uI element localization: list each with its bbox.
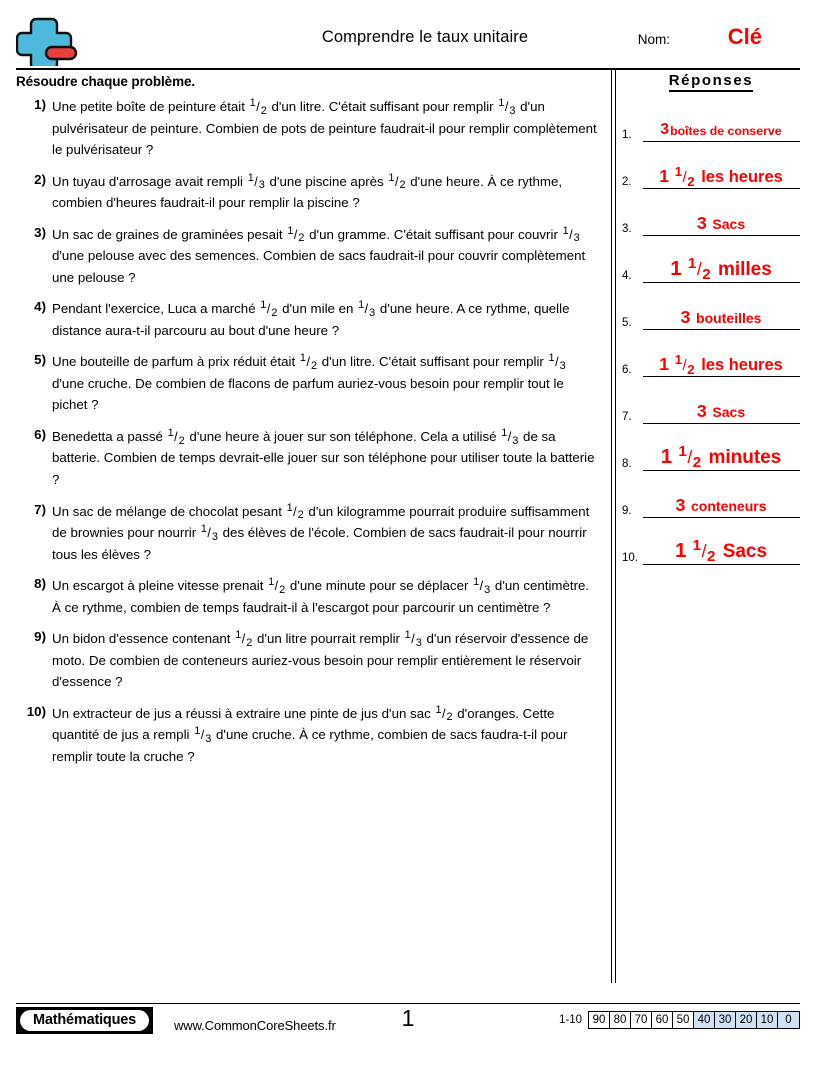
problems-column: [16, 70, 600, 983]
fraction: $^1/_3$: [473, 576, 491, 596]
problem-item: [16, 351, 600, 416]
answer-row: [622, 330, 800, 377]
answer-index: 3.: [622, 223, 632, 235]
answer-row: [622, 142, 800, 189]
answer-unit: Sacs: [712, 404, 746, 421]
problem-item: [16, 575, 600, 618]
answer-line: [643, 564, 800, 565]
worksheet-footer: [16, 1003, 800, 1044]
column-divider: [611, 70, 616, 983]
problem-item: [16, 96, 600, 161]
answer-row: [622, 95, 800, 142]
answer-row: [622, 424, 800, 471]
answer-row: [622, 518, 800, 565]
problem-number: 5): [34, 352, 46, 368]
answer-value: [643, 121, 799, 139]
problem-number: 3): [34, 224, 46, 240]
grading-scale-cell: 70: [631, 1012, 652, 1028]
answer-fraction: $^1/_2$: [678, 443, 702, 472]
problem-number: 2): [34, 171, 46, 187]
answer-value: [643, 214, 799, 234]
fraction: $^1/_3$: [200, 523, 218, 543]
answer-unit: les heures: [701, 356, 783, 375]
answer-index: 7.: [622, 411, 632, 423]
problem-item: [16, 703, 600, 768]
problem-item: [16, 298, 600, 341]
grading-scale: [559, 1011, 800, 1029]
problem-text: Pendant l'exercice, Luca a marché $^1/_2$ d'un mile en $^1/_3$ d'une heure. A ce rythme, quelle distance aura-t-il parcouru au bout d'une heure ?: [52, 299, 570, 338]
fraction: $^1/_2$: [299, 352, 318, 373]
answer-index: 5.: [622, 317, 632, 329]
answer-index: 6.: [622, 364, 632, 376]
problem-text: Une petite boîte de peinture était $^1/_2$ d'un litre. C'était suffisant pour remplir $^1/_3$ d'un pulvérisateur de peinture. Combien de pots de peinture faudrait-il pour remplir complètement le pulvérisateur ?: [52, 96, 597, 158]
grading-scale-cell: 30: [715, 1012, 736, 1028]
answer-unit: conteneurs: [690, 498, 767, 515]
worksheet-header: [16, 14, 800, 70]
fraction: $^1/_3$: [562, 224, 580, 245]
answer-value: [643, 402, 799, 422]
answer-value: [643, 496, 799, 516]
answer-index: 2.: [622, 176, 632, 188]
problem-number: 10): [26, 703, 46, 719]
answer-value: [643, 255, 799, 284]
fraction: $^1/_2$: [286, 501, 304, 522]
fraction: $^1/_2$: [260, 299, 278, 319]
fraction: $^1/_3$: [404, 629, 422, 649]
answers-heading: [622, 72, 800, 89]
answer-index: 8.: [622, 458, 632, 470]
answer-whole: 1: [670, 257, 682, 281]
answer-value: [643, 352, 799, 377]
problem-text: Une bouteille de parfum à prix réduit était $^1/_2$ d'un litre. C'était suffisant pour remplir $^1/_3$ d'une cruche. De combien de flacons de parfum auriez-vous besoin pour remplir tout le pichet ?: [52, 352, 566, 413]
answer-whole: 3: [696, 213, 707, 234]
fraction: $^1/_3$: [498, 96, 516, 117]
fraction: $^1/_3$: [501, 426, 519, 447]
problem-number: 6): [34, 426, 46, 442]
answer-value: [643, 308, 799, 328]
worksheet-page: [0, 14, 816, 1070]
subject-badge-label: Mathématiques: [20, 1010, 149, 1031]
grading-scale-cell: 40: [694, 1012, 715, 1028]
fraction: $^1/_2$: [287, 224, 305, 245]
fraction: $^1/_3$: [358, 299, 376, 319]
problem-item: [16, 224, 600, 289]
worksheet-body: [16, 70, 800, 983]
instructions: Résoudre chaque problème.: [16, 74, 196, 89]
answer-index: 1.: [622, 129, 632, 141]
answer-value: [643, 164, 799, 189]
problem-item: [16, 501, 600, 566]
site-url: www.CommonCoreSheets.fr: [174, 1018, 336, 1033]
grading-scale-cell: 20: [736, 1012, 757, 1028]
fraction: $^1/_3$: [194, 725, 212, 745]
page-number: 1: [401, 1005, 415, 1031]
answer-unit: boîtes de conserve: [670, 123, 782, 138]
answers-heading-text: Réponses: [669, 72, 754, 92]
problem-text: Un escargot à pleine vitesse prenait $^1/_2$ d'une minute pour se déplacer $^1/_3$ d'un centimètre. À ce rythme, combien de temps faudrait-il à l'escargot pour parcourir un centimètre ?: [52, 576, 590, 615]
fraction: $^1/_2$: [268, 576, 286, 596]
answer-fraction: $^1/_2$: [674, 164, 695, 189]
answer-index: 9.: [622, 505, 632, 517]
grading-scale-cell: 10: [757, 1012, 778, 1028]
problem-text: Un sac de graines de graminées pesait $^1/_2$ d'un gramme. C'était suffisant pour couvrir $^1/_3$ d'une pelouse avec des semences. Combien de sacs faudrait-il pour couvrir complètement une pelouse ?: [52, 224, 586, 285]
answer-value: [643, 443, 799, 472]
answer-unit: bouteilles: [696, 310, 762, 327]
problem-text: Un sac de mélange de chocolat pesant $^1/_2$ d'un kilogramme pourrait produire suffisamment de brownies pour nourrir $^1/_3$ des élèves de l'école. Combien de sacs faudrait-il pour nourrir tous les élèves ?: [52, 501, 590, 562]
grading-scale-cells: [588, 1011, 800, 1029]
fraction: $^1/_2$: [388, 171, 406, 192]
name-label: Nom:: [637, 32, 670, 47]
problem-number: 4): [34, 299, 46, 315]
grading-scale-cell: 90: [589, 1012, 610, 1028]
answer-row: [622, 471, 800, 518]
answer-row: [622, 236, 800, 283]
problem-text: Un tuyau d'arrosage avait rempli $^1/_3$ d'une piscine après $^1/_2$ d'une heure. À ce rythme, combien d'heures faudrait-il pour remplir la piscine ?: [52, 171, 563, 211]
grading-scale-cell: 0: [778, 1012, 799, 1028]
fraction: $^1/_2$: [235, 629, 253, 649]
problem-number: 8): [34, 576, 46, 592]
answer-fraction: $^1/_2$: [674, 352, 695, 377]
name-value: Clé: [727, 24, 762, 49]
problem-text: Benedetta a passé $^1/_2$ d'une heure à jouer sur son téléphone. Cela a utilisé $^1/_3$ de sa batterie. Combien de temps devrait-elle jouer sur son téléphone pour utiliser toute la batterie ?: [52, 426, 595, 487]
problem-number: 7): [34, 501, 46, 517]
answer-whole: 1: [660, 445, 673, 469]
problem-number: 1): [34, 97, 46, 112]
answer-unit: Sacs: [722, 541, 768, 563]
fraction: $^1/_2$: [249, 96, 267, 117]
answer-whole: 3: [675, 495, 686, 516]
answer-fraction: $^1/_2$: [692, 537, 716, 566]
answers-list: [622, 95, 800, 565]
answer-index: 10.: [622, 552, 638, 564]
page-title: [166, 28, 800, 47]
answer-row: [622, 189, 800, 236]
answer-fraction: $^1/_2$: [687, 255, 711, 284]
answer-whole: 3: [680, 307, 691, 328]
answer-whole: 1: [674, 539, 687, 563]
grading-scale-range: 1-10: [558, 1014, 582, 1026]
problem-number: 9): [34, 629, 46, 645]
problem-item: [16, 171, 600, 214]
fraction: $^1/_3$: [548, 352, 566, 373]
fraction: $^1/_2$: [167, 426, 185, 447]
answer-unit: minutes: [708, 447, 782, 469]
fraction: $^1/_3$: [247, 171, 265, 192]
problem-text: Un extracteur de jus a réussi à extraire une pinte de jus d'un sac $^1/_2$ d'oranges. Cette quantité de jus a rempli $^1/_3$ d'une cruche. À ce rythme, combien de sacs faudra-t-il pour remplir toute la cruche ?: [52, 703, 568, 764]
answers-column: [622, 70, 800, 983]
plus-minus-logo-icon: [16, 16, 78, 66]
answer-whole: 1: [659, 166, 670, 187]
grading-scale-cell: 60: [652, 1012, 673, 1028]
fraction: $^1/_2$: [435, 703, 453, 724]
grading-scale-cell: 80: [610, 1012, 631, 1028]
answer-row: [622, 377, 800, 424]
answer-index: 4.: [622, 270, 632, 282]
grading-scale-cell: 50: [673, 1012, 694, 1028]
answer-unit: les heures: [701, 168, 783, 187]
answer-unit: Sacs: [712, 216, 746, 233]
problem-item: [16, 628, 600, 693]
answer-whole: 1: [659, 354, 670, 375]
answer-whole: 3: [696, 401, 707, 422]
page-title-text: Comprendre le taux unitaire: [321, 28, 529, 46]
problem-item: [16, 426, 600, 491]
answer-unit: milles: [717, 259, 772, 281]
problems-list: [16, 96, 600, 767]
answer-value: [643, 537, 799, 566]
problem-text: Un bidon d'essence contenant $^1/_2$ d'un litre pourrait remplir $^1/_3$ d'un réservoir d'essence de moto. De combien de conteneurs auriez-vous besoin pour remplir entièrement le réservoir d'essence ?: [52, 629, 589, 690]
answer-row: [622, 283, 800, 330]
answer-whole: 3: [660, 120, 670, 138]
